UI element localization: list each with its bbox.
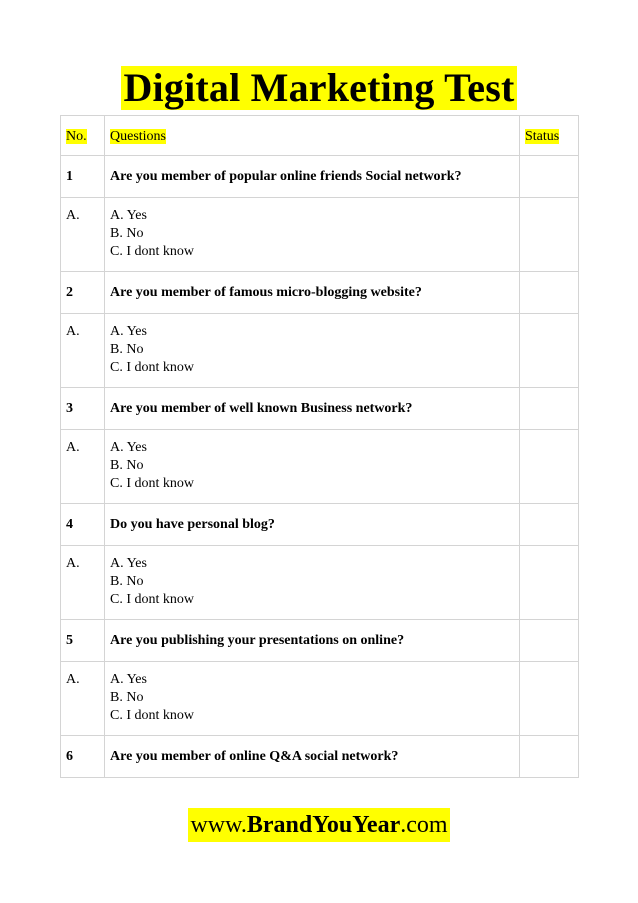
- option-yes: A. Yes: [110, 556, 147, 571]
- footer-url-prefix: www.: [190, 812, 247, 838]
- answer-row: [61, 430, 579, 504]
- answer-options: [105, 546, 520, 620]
- answer-options: [105, 198, 520, 272]
- status-cell: [520, 314, 579, 388]
- question-number: 5: [61, 620, 105, 662]
- answer-marker: A.: [61, 430, 105, 504]
- option-no: B. No: [110, 226, 144, 241]
- option-yes: A. Yes: [110, 440, 147, 455]
- answer-marker: A.: [61, 546, 105, 620]
- answer-options: [105, 430, 520, 504]
- header-status-label: Status: [525, 129, 560, 144]
- question-text: Are you member of well known Business network?: [105, 388, 520, 430]
- question-row: [61, 736, 579, 778]
- header-questions-label: Questions: [110, 129, 166, 144]
- header-cell-status: [520, 116, 579, 156]
- question-text: Are you publishing your presentations on online?: [105, 620, 520, 662]
- status-cell: [520, 198, 579, 272]
- footer-container: [0, 808, 638, 842]
- question-number: 2: [61, 272, 105, 314]
- answer-marker: A.: [61, 314, 105, 388]
- option-no: B. No: [110, 690, 144, 705]
- status-cell: [520, 620, 579, 662]
- footer-url-suffix: .com: [400, 812, 448, 838]
- option-yes: A. Yes: [110, 208, 147, 223]
- question-text: Are you member of popular online friends Social network?: [105, 156, 520, 198]
- title-container: [0, 66, 638, 110]
- question-text: Do you have personal blog?: [105, 504, 520, 546]
- option-dont-know: C. I dont know: [110, 708, 194, 723]
- status-cell: [520, 156, 579, 198]
- answer-marker: A.: [61, 198, 105, 272]
- question-row: [61, 504, 579, 546]
- question-row: [61, 620, 579, 662]
- answer-row: [61, 314, 579, 388]
- page-title: Digital Marketing Test: [123, 65, 515, 110]
- question-number: 1: [61, 156, 105, 198]
- option-dont-know: C. I dont know: [110, 360, 194, 375]
- option-no: B. No: [110, 458, 144, 473]
- question-text: Are you member of famous micro-blogging website?: [105, 272, 520, 314]
- status-cell: [520, 272, 579, 314]
- status-cell: [520, 736, 579, 778]
- question-number: 6: [61, 736, 105, 778]
- answer-marker: A.: [61, 662, 105, 736]
- option-no: B. No: [110, 342, 144, 357]
- question-row: [61, 272, 579, 314]
- answer-options: [105, 662, 520, 736]
- status-cell: [520, 662, 579, 736]
- question-text: Are you member of online Q&A social network?: [105, 736, 520, 778]
- question-number: 3: [61, 388, 105, 430]
- answer-options: [105, 314, 520, 388]
- question-number: 4: [61, 504, 105, 546]
- header-cell-questions: [105, 116, 520, 156]
- table-header-row: [61, 116, 579, 156]
- answer-row: [61, 546, 579, 620]
- status-cell: [520, 430, 579, 504]
- header-no-label: No.: [66, 129, 87, 144]
- option-yes: A. Yes: [110, 324, 147, 339]
- header-cell-no: [61, 116, 105, 156]
- option-yes: A. Yes: [110, 672, 147, 687]
- status-cell: [520, 546, 579, 620]
- questions-table: [60, 115, 579, 778]
- answer-row: [61, 662, 579, 736]
- question-row: [61, 156, 579, 198]
- footer-url-brand: BrandYouYear: [246, 812, 401, 838]
- status-cell: [520, 504, 579, 546]
- answer-row: [61, 198, 579, 272]
- footer-url[interactable]: [188, 808, 449, 842]
- option-dont-know: C. I dont know: [110, 592, 194, 607]
- option-dont-know: C. I dont know: [110, 476, 194, 491]
- option-no: B. No: [110, 574, 144, 589]
- status-cell: [520, 388, 579, 430]
- question-row: [61, 388, 579, 430]
- option-dont-know: C. I dont know: [110, 244, 194, 259]
